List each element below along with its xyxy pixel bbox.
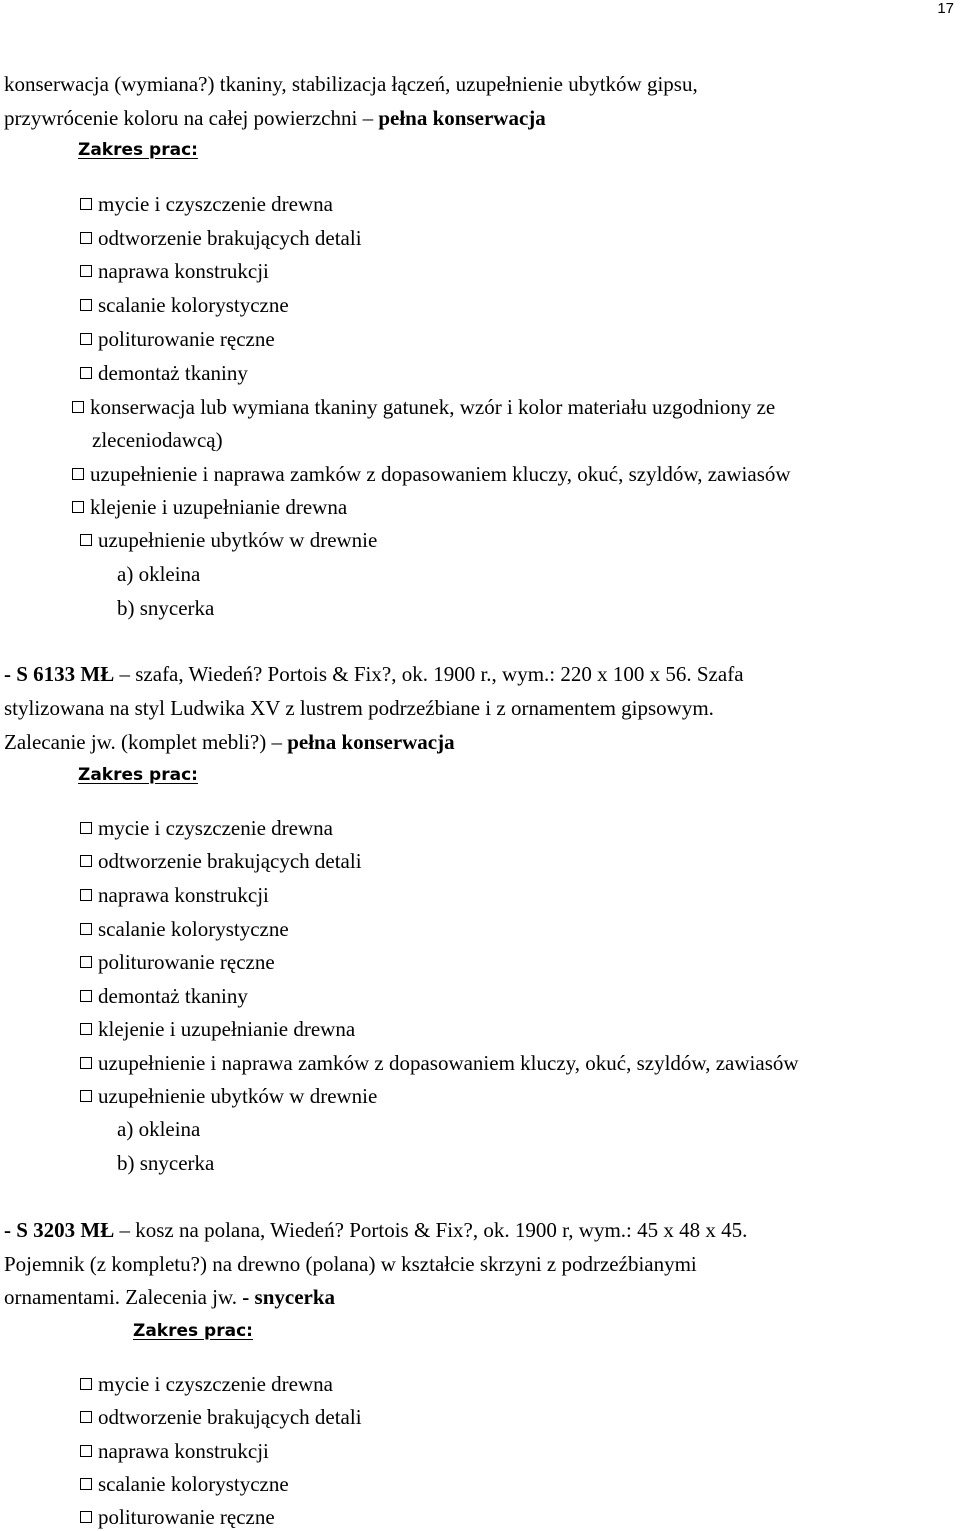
checklist-item	[80, 528, 377, 552]
checkbox-icon	[80, 534, 92, 546]
checklist-item	[80, 816, 333, 840]
checkbox-icon	[80, 299, 92, 311]
checklist-item	[80, 1051, 799, 1075]
checklist-item-label: uzupełnienie ubytków w drewnie	[98, 528, 378, 552]
checkbox-icon	[72, 468, 84, 480]
checklist-item-label: mycie i czyszczenie drewna	[98, 192, 333, 216]
checklist-item	[80, 327, 275, 351]
checklist-item	[80, 1472, 289, 1496]
checklist-item-label: mycie i czyszczenie drewna	[98, 1372, 333, 1396]
object-id: - S 6133 MŁ	[4, 662, 115, 686]
checklist-item-label: uzupełnienie i naprawa zamków z dopasowaniem kluczy, okuć, szyldów, zawiasów	[90, 462, 791, 486]
sub-item: a) okleina	[117, 1117, 201, 1141]
checklist-item-label: mycie i czyszczenie drewna	[98, 816, 333, 840]
checklist-item	[80, 950, 275, 974]
conservation-type: pełna konserwacja	[287, 730, 455, 754]
checkbox-icon	[80, 1057, 92, 1069]
object-entry	[4, 662, 744, 686]
checkbox-icon	[80, 1023, 92, 1035]
checklist-item	[80, 1505, 275, 1529]
checklist-item-label: naprawa konstrukcji	[98, 883, 269, 907]
checklist-item	[80, 1405, 362, 1429]
checklist-item	[80, 293, 289, 317]
checklist-item	[80, 849, 362, 873]
checklist-item-label: odtworzenie brakujących detali	[98, 226, 362, 250]
intro-text: przywrócenie koloru na całej powierzchni –	[4, 106, 379, 130]
checklist-item-label: uzupełnienie ubytków w drewnie	[98, 1084, 378, 1108]
zakres-prac-heading: Zakres prac:	[78, 765, 198, 785]
intro-line: stylizowana na styl Ludwika XV z lustrem podrzeźbiane i z ornamentem gipsowym.	[4, 696, 714, 720]
checkbox-icon	[80, 198, 92, 210]
object-id: - S 3203 MŁ	[4, 1218, 115, 1242]
checklist-item	[80, 1084, 377, 1108]
checklist-item	[80, 226, 362, 250]
checklist-item	[72, 495, 347, 519]
checkbox-icon	[80, 265, 92, 277]
checklist-item-label: naprawa konstrukcji	[98, 259, 269, 283]
checklist-item-label: klejenie i uzupełnianie drewna	[98, 1017, 356, 1041]
checkbox-icon	[80, 822, 92, 834]
checklist-item-label: odtworzenie brakujących detali	[98, 1405, 362, 1429]
checklist-item	[80, 984, 248, 1008]
checklist-item	[80, 192, 333, 216]
checkbox-icon	[80, 956, 92, 968]
checkbox-icon	[72, 401, 84, 413]
checklist-item	[80, 1017, 355, 1041]
checklist-item	[72, 395, 775, 419]
checklist-item-label: scalanie kolorystyczne	[98, 917, 289, 941]
object-entry	[4, 1218, 747, 1242]
sub-item: b) snycerka	[117, 596, 215, 620]
checklist-item-label: odtworzenie brakujących detali	[98, 849, 362, 873]
intro-text: Zalecanie jw. (komplet mebli?) –	[4, 730, 288, 754]
page-number: 17	[937, 0, 954, 17]
checklist-item-continued: zleceniodawcą)	[92, 428, 223, 452]
zakres-prac-heading: Zakres prac:	[133, 1321, 253, 1341]
checklist-item-label: demontaż tkaniny	[98, 361, 248, 385]
checklist-item	[80, 1372, 333, 1396]
checklist-item-label: naprawa konstrukcji	[98, 1439, 269, 1463]
checklist-item-label: politurowanie ręczne	[98, 1505, 275, 1529]
checklist-item-label: politurowanie ręczne	[98, 950, 275, 974]
object-description: – szafa, Wiedeń? Portois & Fix?, ok. 1900 r., wym.: 220 x 100 x 56. Szafa	[114, 662, 744, 686]
checklist-item-label: scalanie kolorystyczne	[98, 293, 289, 317]
checkbox-icon	[80, 990, 92, 1002]
checkbox-icon	[80, 1478, 92, 1490]
checklist-item-label: politurowanie ręczne	[98, 327, 275, 351]
zakres-prac-heading: Zakres prac:	[78, 140, 198, 160]
intro-line: Pojemnik (z kompletu?) na drewno (polana) w kształcie skrzyni z podrzeźbianymi	[4, 1252, 697, 1276]
checklist-item	[80, 1439, 269, 1463]
object-description: – kosz na polana, Wiedeń? Portois & Fix?, ok. 1900 r, wym.: 45 x 48 x 45.	[114, 1218, 748, 1242]
intro-line: konserwacja (wymiana?) tkaniny, stabilizacja łączeń, uzupełnienie ubytków gipsu,	[4, 72, 698, 96]
checklist-item	[80, 917, 289, 941]
sub-item: a) okleina	[117, 562, 201, 586]
intro-line	[4, 1285, 335, 1309]
intro-text: ornamentami. Zalecenia jw.	[4, 1285, 243, 1309]
checklist-item	[80, 361, 248, 385]
checkbox-icon	[80, 1378, 92, 1390]
intro-line	[4, 730, 455, 754]
checklist-item-label: scalanie kolorystyczne	[98, 1472, 289, 1496]
checklist-item	[72, 462, 791, 486]
checklist-item-label: klejenie i uzupełnianie drewna	[90, 495, 348, 519]
conservation-type: pełna konserwacja	[378, 106, 546, 130]
checkbox-icon	[80, 1411, 92, 1423]
checklist-item-label: demontaż tkaniny	[98, 984, 248, 1008]
checklist-item	[80, 259, 269, 283]
checkbox-icon	[80, 1511, 92, 1523]
conservation-type: - snycerka	[242, 1285, 336, 1309]
checkbox-icon	[80, 333, 92, 345]
intro-line	[4, 106, 546, 130]
checkbox-icon	[80, 1445, 92, 1457]
checkbox-icon	[80, 923, 92, 935]
checklist-item-label: konserwacja lub wymiana tkaniny gatunek, wzór i kolor materiału uzgodniony ze	[90, 395, 776, 419]
checkbox-icon	[72, 501, 84, 513]
checklist-item	[80, 883, 269, 907]
checkbox-icon	[80, 1090, 92, 1102]
sub-item: b) snycerka	[117, 1151, 215, 1175]
checkbox-icon	[80, 889, 92, 901]
checkbox-icon	[80, 367, 92, 379]
checklist-item-label: uzupełnienie i naprawa zamków z dopasowaniem kluczy, okuć, szyldów, zawiasów	[98, 1051, 799, 1075]
checkbox-icon	[80, 855, 92, 867]
checkbox-icon	[80, 232, 92, 244]
